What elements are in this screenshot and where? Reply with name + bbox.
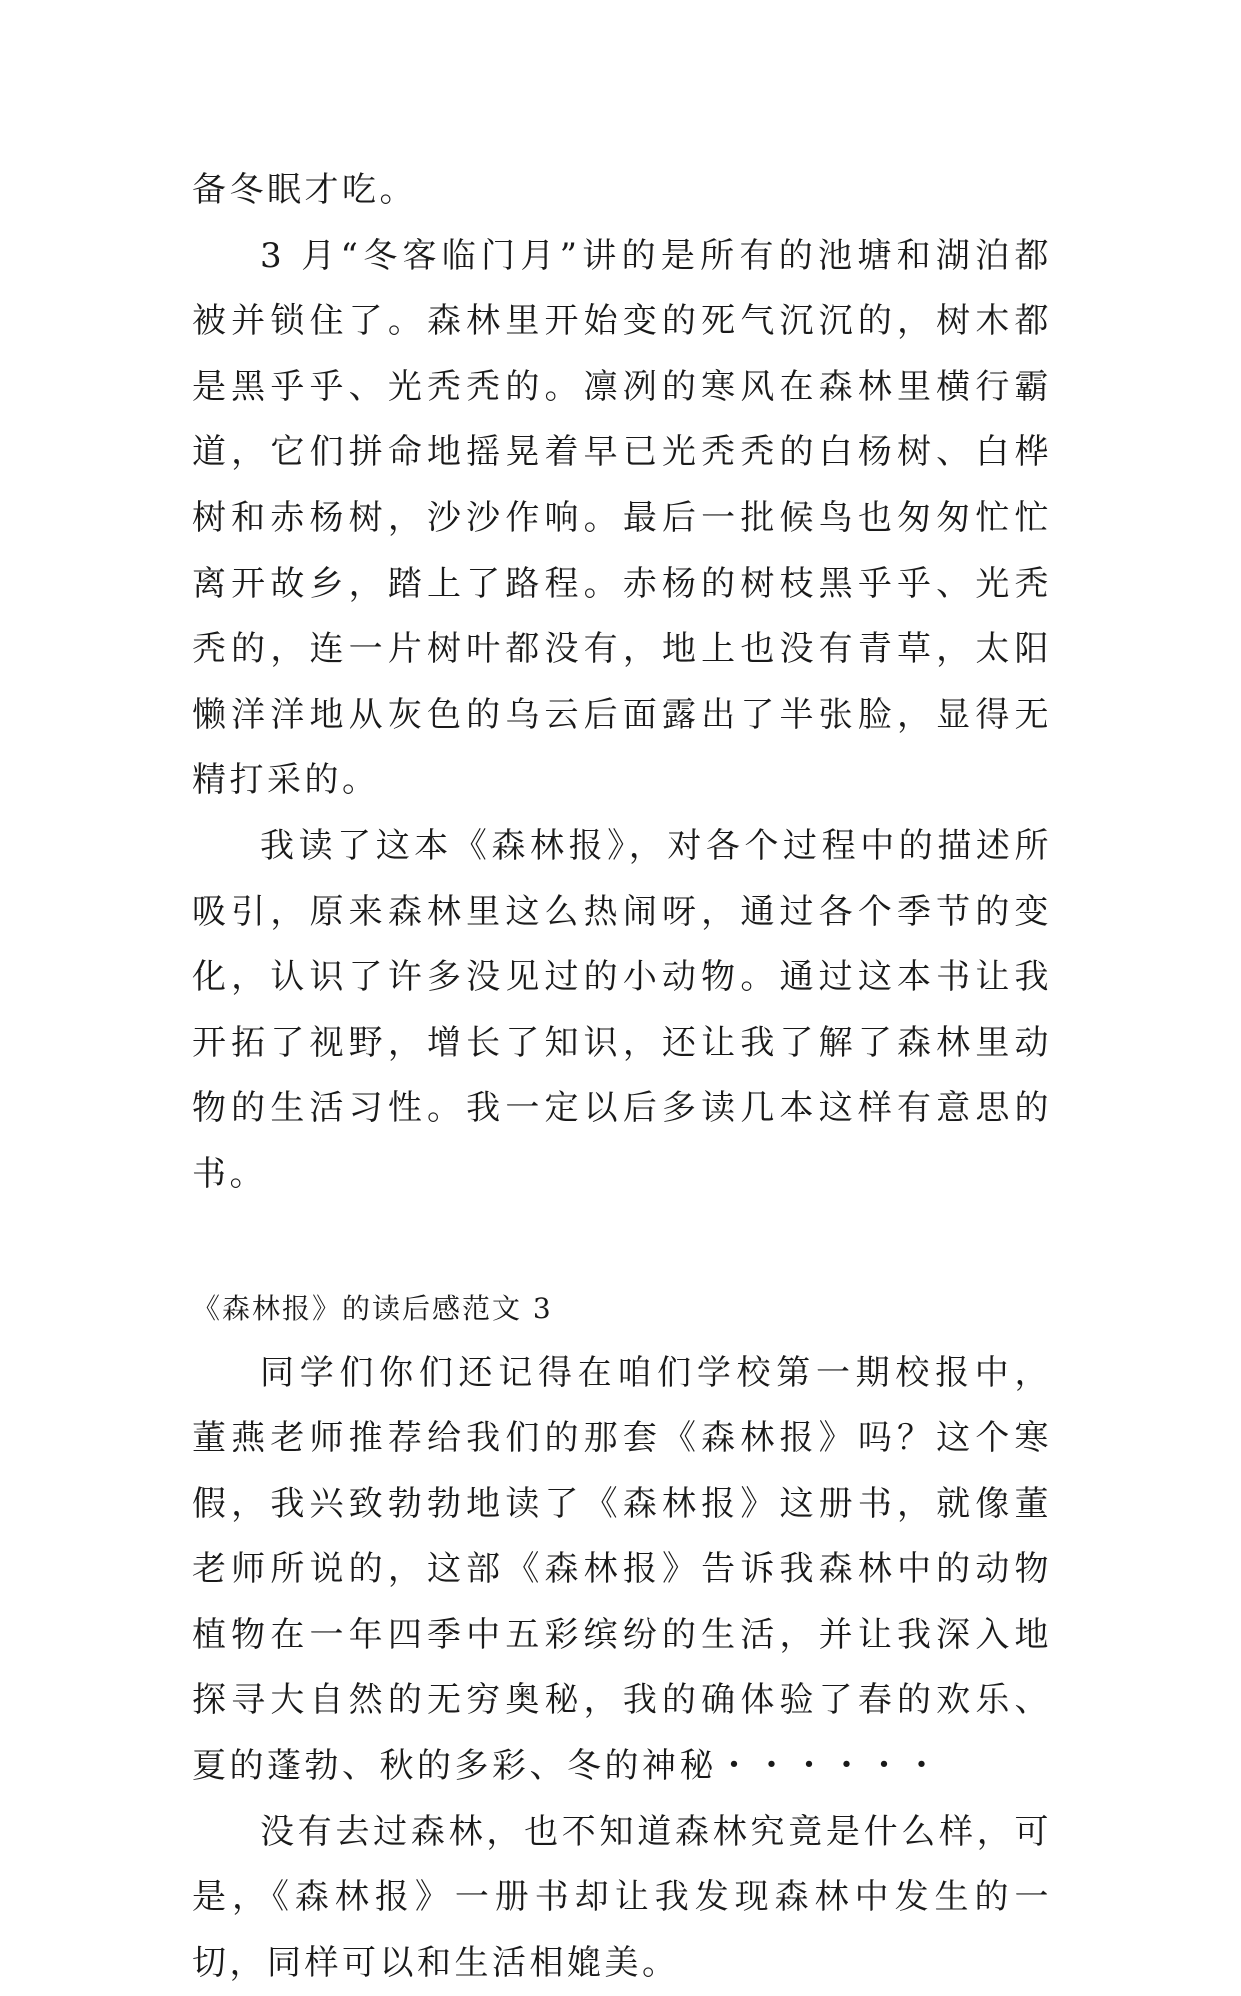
paragraph-reading-reflection: 我读了这本《森林报》，对各个过程中的描述所吸引，原来森林里这么热闹呀，通过各个季节的变化，认识了许多没见过的小动物。通过这本书让我开拓了视野，增长了知识，还让我了解了森林里动物的生活习性。我一定以后多读几本这样有意思的书。 xyxy=(192,825,1052,1194)
paragraph-forest-life: 没有去过森林，也不知道森林究竟是什么样，可是，《森林报》一册书却让我发现森林中发生的一切，同样可以和生活相媲美。 xyxy=(192,1811,1052,1983)
paragraph-school-newspaper: 同学们你们还记得在咱们学校第一期校报中， 董燕老师推荐给我们的那套《森林报》吗？这个寒假，我兴致勃勃地读了《森林报》这册书，就像董老师所说的，这部《森林报》告诉我森林中的动物植物在一年四季中五彩缤纷的生活，并让我深入地探寻大自然的无穷奥秘，我的确体验了春的欢乐、夏的蓬勃、秋的多彩、冬的神秘・・・・・・ xyxy=(192,1352,1052,1787)
paragraph-continuation: 备冬眠才吃。 xyxy=(192,170,417,210)
document-body xyxy=(192,158,1052,1996)
section-title: 《森林报》的读后感范文 3 xyxy=(192,1291,553,1325)
paragraph-march-description: 3 月“冬客临门月”讲的是所有的池塘和湖泊都被并锁住了。森林里开始变的死气沉沉的，树木都是黑乎乎、光秃秃的。凛冽的寒风在森林里横行霸道，它们拼命地摇晃着早已光秃秃的白杨树、白桦树和赤杨树，沙沙作响。最后一批候鸟也匆匆忙忙离开故乡，踏上了路程。赤杨的树枝黑乎乎、光秃秃的，连一片树叶都没有，地上也没有青草，太阳懒洋洋地从灰色的乌云后面露出了半张脸，显得无精打采的。 xyxy=(192,235,1052,801)
